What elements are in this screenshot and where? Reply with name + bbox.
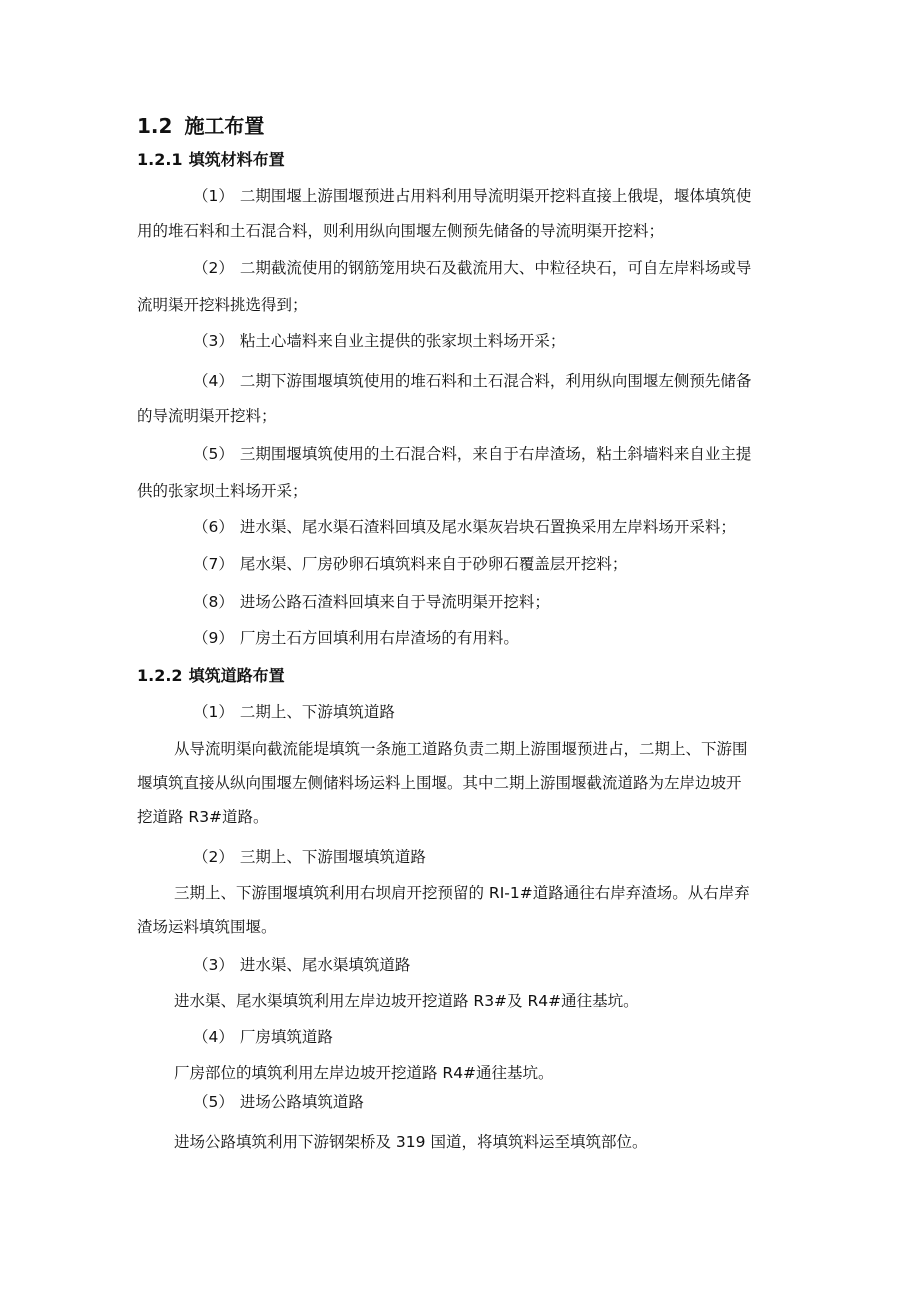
item-line: 粘土心墙料来自业主提供的张家坝土料场开采； (239, 332, 566, 350)
item-line: 渣场运料填筑围堰。 (137, 918, 277, 936)
item-label: （9） (193, 629, 234, 647)
material-item-4 (193, 364, 751, 399)
item-label: （6） (193, 518, 234, 536)
material-item-2 (193, 251, 751, 286)
item-line: 进水渠、尾水渠填筑利用左岸边坡开挖道路 R3#及 R4#通往基坑。 (174, 992, 639, 1010)
item-title: 二期上、下游填筑道路 (239, 703, 395, 721)
road-item-1-title (193, 700, 395, 724)
subsection-title: 填筑材料布置 (188, 150, 285, 169)
item-label: （3） (193, 332, 234, 350)
item-line: 从导流明渠向截流能堤填筑一条施工道路负责二期上游围堰预进占，二期上、下游围 (174, 740, 748, 758)
road-item-2-title (193, 845, 426, 869)
item-label: （2） (193, 848, 234, 866)
item-title: 进水渠、尾水渠填筑道路 (239, 956, 411, 974)
item-line: 二期截流使用的钢筋笼用块石及截流用大、中粒径块石，可自左岸料场或导 (239, 259, 752, 277)
item-label: （8） (193, 593, 234, 611)
item-label: （4） (193, 1028, 234, 1046)
section-number: 1.2 (137, 114, 173, 138)
item-label: （7） (193, 555, 234, 573)
item-title: 进场公路填筑道路 (239, 1093, 364, 1111)
item-line: 堰填筑直接从纵向围堰左侧储料场运料上围堰。其中二期上游围堰截流道路为左岸边坡开 (137, 774, 742, 792)
item-title: 厂房填筑道路 (239, 1028, 333, 1046)
material-item-8 (193, 585, 550, 620)
material-item-5 (193, 437, 751, 472)
subsection-number: 1.2.2 (137, 666, 183, 685)
section-heading-1-2 (137, 112, 264, 140)
road-item-2-body (174, 876, 750, 910)
subsection-heading-1-2-2 (137, 664, 285, 688)
material-item-2-cont (137, 288, 308, 323)
item-line: 进水渠、尾水渠石渣料回填及尾水渠灰岩块石置换采用左岸料场开采料； (239, 518, 736, 536)
item-line: 厂房土石方回填利用右岸渣场的有用料。 (239, 629, 519, 647)
item-line: 的导流明渠开挖料； (137, 407, 277, 425)
item-line: 二期下游围堰填筑使用的堆石料和土石混合料，利用纵向围堰左侧预先储备 (239, 372, 752, 390)
subsection-number: 1.2.1 (137, 150, 183, 169)
item-line: 用的堆石料和土石混合料，则利用纵向围堰左侧预先储备的导流明渠开挖料； (137, 222, 665, 240)
road-item-1-body-cont (137, 766, 742, 834)
material-item-1-cont (137, 214, 664, 249)
item-label: （4） (193, 372, 234, 390)
road-item-3-title (193, 953, 410, 977)
road-item-1-body (174, 732, 748, 766)
section-title: 施工布置 (184, 114, 265, 138)
item-line: 三期上、下游围堰填筑利用右坝肩开挖预留的 RI-1#道路通往右岸弃渣场。从右岸弃 (174, 884, 750, 902)
subsection-title: 填筑道路布置 (188, 666, 285, 685)
road-item-5-body (174, 1125, 647, 1159)
item-label: （3） (193, 956, 234, 974)
item-label: （5） (193, 445, 234, 463)
road-item-3-body (174, 984, 639, 1018)
item-line: 尾水渠、厂房砂卵石填筑料来自于砂卵石覆盖层开挖料； (239, 555, 628, 573)
item-label: （1） (193, 187, 234, 205)
material-item-4-cont (137, 399, 277, 434)
item-line: 供的张家坝土料场开采； (137, 482, 308, 500)
road-item-4-title (193, 1025, 333, 1049)
road-item-5-title (193, 1090, 364, 1114)
item-label: （2） (193, 259, 234, 277)
item-line: 三期围堰填筑使用的土石混合料，来自于右岸渣场，粘土斜墙料来自业主提 (239, 445, 752, 463)
item-label: （5） (193, 1093, 234, 1111)
material-item-3 (193, 324, 565, 359)
item-label: （1） (193, 703, 234, 721)
item-line: 挖道路 R3#道路。 (137, 808, 269, 826)
item-line: 进场公路填筑利用下游钢架桥及 319 国道，将填筑料运至填筑部位。 (174, 1133, 648, 1151)
material-item-5-cont (137, 474, 308, 509)
material-item-6 (193, 510, 736, 545)
material-item-1 (193, 179, 751, 214)
item-line: 进场公路石渣料回填来自于导流明渠开挖料； (239, 593, 550, 611)
material-item-9 (193, 621, 519, 656)
item-line: 二期围堰上游围堰预进占用料利用导流明渠开挖料直接上俄堤，堰体填筑使 (239, 187, 752, 205)
item-line: 厂房部位的填筑利用左岸边坡开挖道路 R4#通往基坑。 (174, 1064, 554, 1082)
material-item-7 (193, 547, 627, 582)
road-item-2-body-cont (137, 910, 277, 944)
subsection-heading-1-2-1 (137, 148, 285, 172)
road-item-4-body (174, 1056, 554, 1090)
item-line: 流明渠开挖料挑选得到； (137, 296, 308, 314)
item-title: 三期上、下游围堰填筑道路 (239, 848, 426, 866)
